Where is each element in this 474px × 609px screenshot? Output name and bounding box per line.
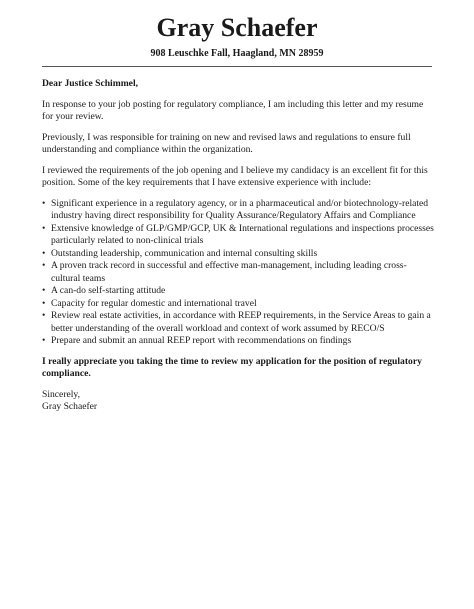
paragraph-requirements: I reviewed the requirements of the job opening and I believe my candidacy is an excellent fit for this position. Some of the key requirements that I have extensive experience with include:: [42, 164, 428, 188]
list-item: [42, 298, 434, 311]
list-item-text: A proven track record in successful and effective man-management, including leading cross-cultural teams: [51, 260, 407, 284]
requirements-list: [42, 198, 434, 348]
list-item-text: Review real estate activities, in accordance with REEP requirements, in the Service Areas to gain a better understanding of the overall workload and context of work assumed by RECO/S: [51, 310, 431, 334]
list-item: [42, 335, 434, 348]
list-item-text: Prepare and submit an annual REEP report with recommendations on findings: [51, 335, 352, 346]
salutation: Dear Justice Schimmel,: [42, 78, 139, 89]
bullet-icon: •: [42, 247, 46, 259]
bullet-icon: •: [42, 197, 46, 209]
applicant-name: Gray Schaefer: [156, 13, 318, 42]
bullet-icon: •: [42, 222, 46, 234]
header-divider: [42, 66, 432, 67]
list-item: [42, 310, 434, 335]
list-item: [42, 248, 434, 261]
letter-body: [42, 78, 434, 414]
list-item: [42, 285, 434, 298]
paragraph-experience: Previously, I was responsible for training on new and revised laws and regulations to ensure full understanding and compliance within the organization.: [42, 131, 411, 155]
bullet-icon: •: [42, 260, 46, 271]
closing-statement: I really appreciate you taking the time to review my application for the position of regulatory compliance.: [42, 355, 422, 379]
list-item: [42, 198, 434, 223]
list-item-text: Capacity for regular domestic and international travel: [51, 297, 257, 309]
list-item-text: A can-do self-starting attitude: [51, 285, 166, 296]
list-item-text: Significant experience in a regulatory agency, or in a pharmaceutical and/or biotechnology-related industry having direct responsibility for Quality Assurance/Regulatory Affairs and Compliance: [51, 197, 429, 221]
bullet-icon: •: [42, 297, 46, 309]
bullet-icon: •: [42, 335, 46, 346]
bullet-icon: •: [42, 285, 46, 296]
bullet-icon: •: [42, 310, 46, 321]
list-item-text: Outstanding leadership, communication and internal consulting skills: [51, 247, 318, 259]
paragraph-intro: In response to your job posting for regulatory compliance, I am including this letter and my resume for your review.: [42, 98, 424, 122]
list-item: [42, 223, 434, 248]
list-item: [42, 260, 434, 285]
valediction: Sincerely,: [42, 388, 81, 400]
list-item-text: Extensive knowledge of GLP/GMP/GCP, UK & International regulations and inspections processes particularly related to non-clinical trials: [51, 222, 434, 246]
applicant-address: 908 Leuschke Fall, Haagland, MN 28959: [150, 48, 324, 59]
signature-name: Gray Schaefer: [42, 401, 98, 412]
